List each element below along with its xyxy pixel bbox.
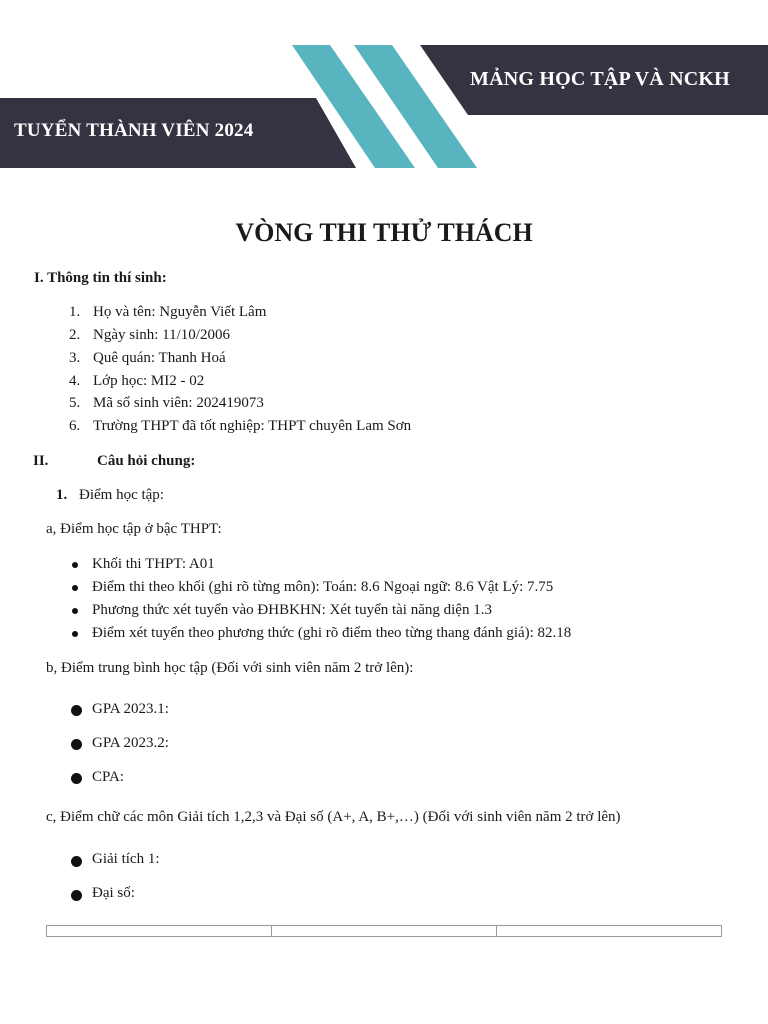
part-c-heading: c, Điểm chữ các môn Giải tích 1,2,3 và Đại số (A+, A, B+,…) (Đối với sinh viên năm 2 trở lên) <box>46 809 621 825</box>
list-item-number: 1. <box>69 304 81 320</box>
part-a-heading: a, Điểm học tập ở bậc THPT: <box>46 521 222 537</box>
list-item-number: 5. <box>69 395 81 411</box>
list-item-student-id: Mã số sinh viên: 202419073 <box>93 395 264 411</box>
banner-left-title: TUYỂN THÀNH VIÊN 2024 <box>14 120 254 141</box>
bullet-icon <box>71 773 82 784</box>
list-item-number: 4. <box>69 373 81 389</box>
section-1-heading: I. Thông tin thí sinh: <box>34 270 167 286</box>
bullet-icon <box>72 631 78 637</box>
subsection-number: 1. <box>56 487 68 503</box>
score-table <box>46 925 722 937</box>
list-item-number: 2. <box>69 327 81 343</box>
list-item-dob: Ngày sinh: 11/10/2006 <box>93 327 230 343</box>
list-item-number: 3. <box>69 350 81 366</box>
list-item-high-school: Trường THPT đã tốt nghiệp: THPT chuyên Lam Sơn <box>93 418 412 434</box>
bullet-gpa-2023-2: GPA 2023.2: <box>92 735 169 751</box>
bullet-calculus-1: Giải tích 1: <box>92 851 160 867</box>
bullet-algebra: Đại số: <box>92 885 135 901</box>
bullet-exam-block: Khối thi THPT: A01 <box>92 556 215 572</box>
bullet-icon <box>72 562 78 568</box>
table-cell <box>47 926 272 936</box>
bullet-icon <box>71 705 82 716</box>
section-2-numeral: II. <box>33 453 49 469</box>
section-2-heading: Câu hỏi chung: <box>97 453 196 469</box>
bullet-icon <box>71 890 82 901</box>
banner-right-title: MẢNG HỌC TẬP VÀ NCKH <box>470 68 730 90</box>
list-item-name: Họ và tên: Nguyễn Viết Lâm <box>93 304 267 320</box>
page-title: VÒNG THI THỬ THÁCH <box>235 218 533 247</box>
bullet-cpa: CPA: <box>92 769 124 785</box>
bullet-exam-scores: Điểm thi theo khối (ghi rõ từng môn): Toán: 8.6 Ngoại ngữ: 8.6 Vật Lý: 7.75 <box>92 579 554 595</box>
bullet-icon <box>71 739 82 750</box>
bullet-admission-method: Phương thức xét tuyển vào ĐHBKHN: Xét tuyển tài năng diện 1.3 <box>92 602 492 618</box>
bullet-icon <box>72 585 78 591</box>
table-cell <box>272 926 497 936</box>
bullet-admission-score: Điểm xét tuyển theo phương thức (ghi rõ điểm theo từng thang đánh giá): 82.18 <box>92 625 572 641</box>
table-cell <box>497 926 721 936</box>
bullet-icon <box>72 608 78 614</box>
list-item-hometown: Quê quán: Thanh Hoá <box>93 350 226 366</box>
list-item-number: 6. <box>69 418 81 434</box>
bullet-icon <box>71 856 82 867</box>
subsection-heading: Điểm học tập: <box>79 487 164 503</box>
part-b-heading: b, Điểm trung bình học tập (Đối với sinh viên năm 2 trở lên): <box>46 660 414 676</box>
bullet-gpa-2023-1: GPA 2023.1: <box>92 701 169 717</box>
list-item-class: Lớp học: MI2 - 02 <box>93 373 205 389</box>
